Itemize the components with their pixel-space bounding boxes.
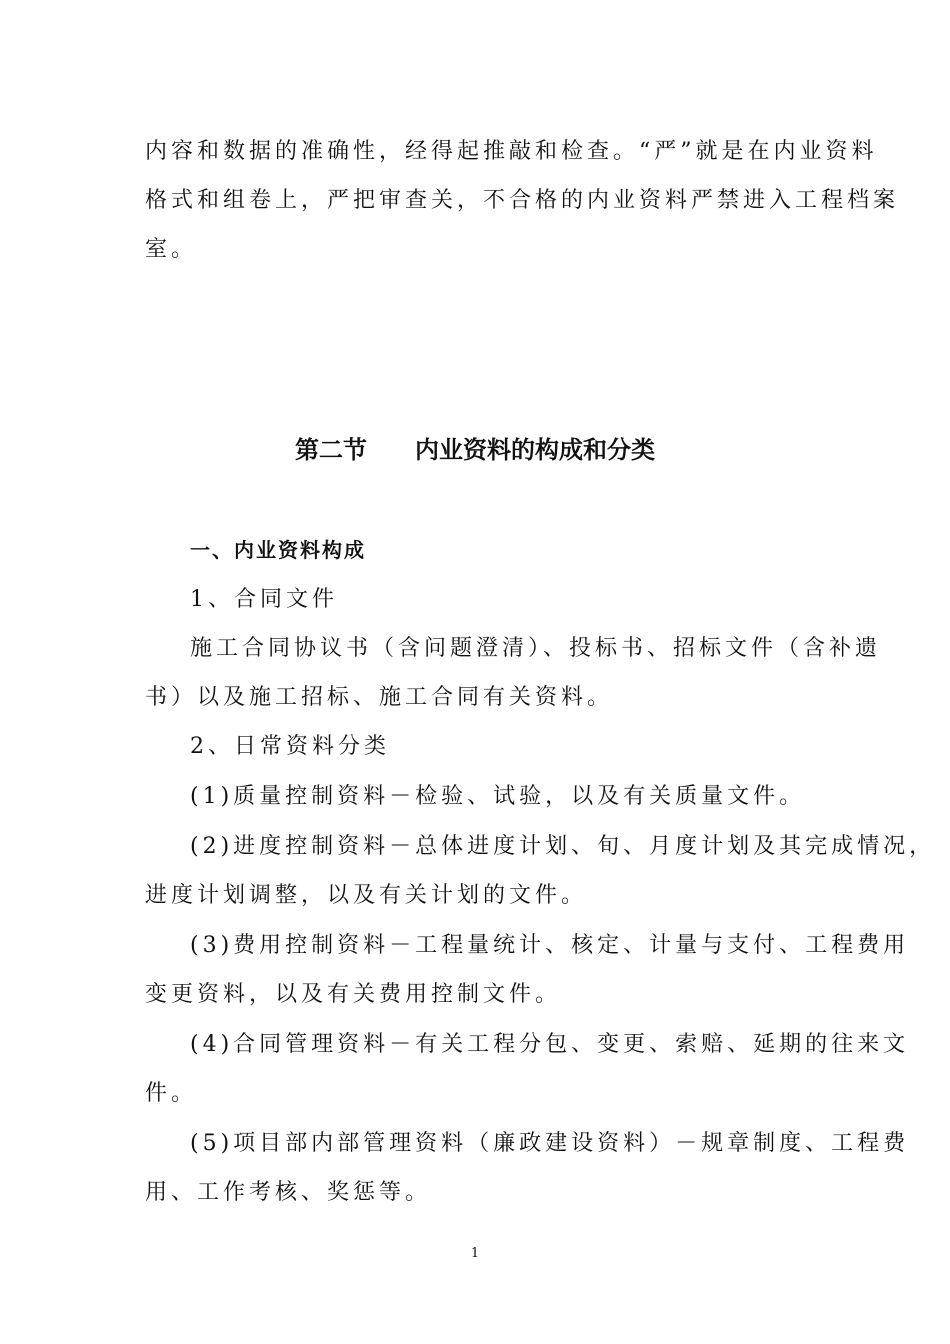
paragraph-4-line1: (4)合同管理资料－有关工程分包、变更、索赔、延期的往来文 (190, 1032, 910, 1057)
paragraph-5-line1: (5)项目部内部管理资料（廉政建设资料）－规章制度、工程费 (190, 1131, 910, 1156)
intro-line-2: 格式和组卷上，严把审查关，不合格的内业资料严禁进入工程档案 (145, 188, 900, 213)
paragraph-5-line2: 用、工作考核、奖惩等。 (145, 1180, 432, 1205)
page-number: 1 (470, 1246, 480, 1261)
paragraph-2-line1: (2)进度控制资料－总体进度计划、旬、月度计划及其完成情况， (190, 834, 936, 859)
paragraph-4-line2: 件。 (145, 1081, 198, 1106)
item1-text-line2: 书）以及施工招标、施工合同有关资料。 (145, 685, 614, 710)
subsection-title: 一、内业资料构成 (190, 538, 366, 562)
paragraph-3-line1: (3)费用控制资料－工程量统计、核定、计量与支付、工程费用 (190, 933, 910, 958)
intro-line-3: 室。 (145, 237, 198, 262)
intro-line-1: 内容和数据的准确性，经得起推敲和检查。“严”就是在内业资料 (145, 139, 878, 164)
paragraph-3-line2: 变更资料，以及有关费用控制文件。 (145, 982, 562, 1007)
item1-title: 1、合同文件 (190, 587, 338, 612)
section-title: 第二节 内业资料的构成和分类 (295, 436, 655, 464)
item1-text-line1: 施工合同协议书（含问题澄清）、投标书、招标文件（含补遗 (190, 636, 882, 661)
item2-title: 2、日常资料分类 (190, 734, 390, 759)
paragraph-2-line2: 进度计划调整，以及有关计划的文件。 (145, 883, 588, 908)
paragraph-1: (1)质量控制资料－检验、试验，以及有关质量文件。 (190, 784, 806, 809)
